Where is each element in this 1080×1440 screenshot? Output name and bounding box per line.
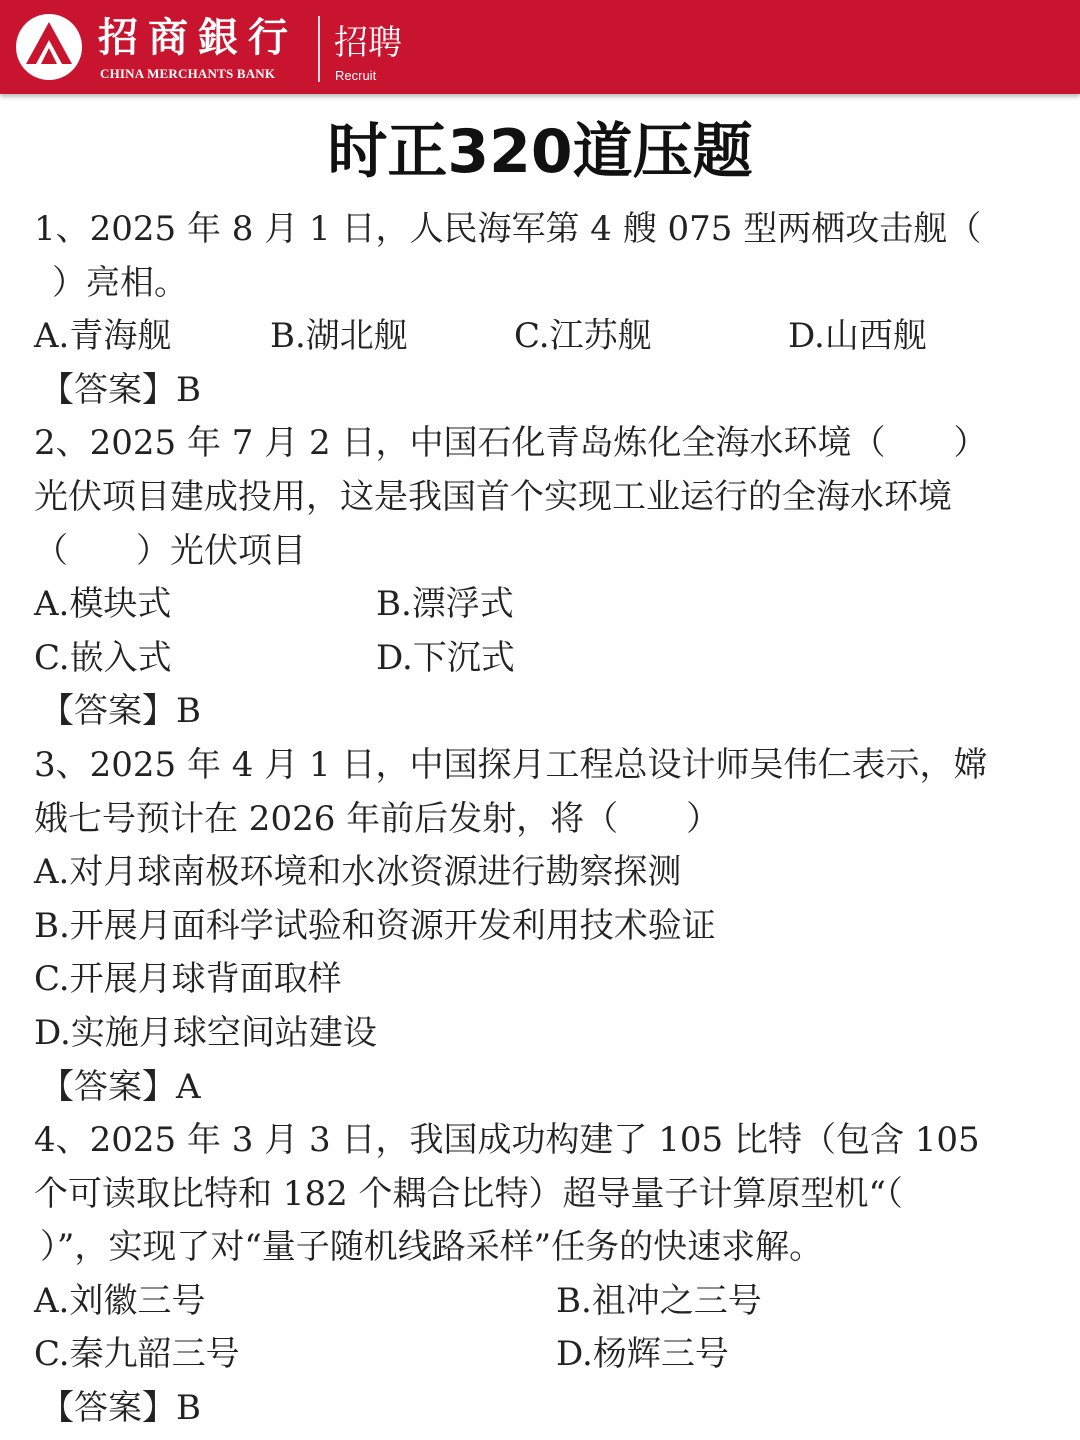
question-text-line: 娥七号预计在 2026 年前后发射，将（ ） [34, 798, 721, 839]
option-c: C.江苏舰 [514, 316, 652, 357]
option-d: D.山西舰 [788, 316, 927, 357]
answer: 【答案】B [40, 369, 201, 410]
option-d: D.下沉式 [376, 637, 515, 678]
header-bar [0, 0, 1080, 94]
question-1 [34, 203, 1048, 417]
option-b: B.祖冲之三号 [556, 1280, 762, 1321]
option-d: D.实施月球空间站建设 [34, 1012, 377, 1053]
question-text-line: 光伏项目建成投用，这是我国首个实现工业运行的全海水环境 [34, 476, 952, 517]
answer: 【答案】B [40, 1388, 201, 1429]
option-a: A.青海舰 [34, 316, 172, 357]
option-b: B.开展月面科学试验和资源开发利用技术验证 [34, 905, 716, 946]
question-text-line: 4、2025 年 3 月 3 日，我国成功构建了 105 比特（包含 105 [34, 1120, 980, 1161]
options-row [34, 632, 1048, 686]
question-text-line: 1、2025 年 8 月 1 日，人民海军第 4 艘 075 型两栖攻击舰（ [34, 209, 982, 249]
option-a: A.对月球南极环境和水冰资源进行勘察探测 [34, 852, 682, 893]
page-title: 时正320道压题 [327, 117, 753, 187]
option-b: B.湖北舰 [270, 316, 408, 357]
question-text-line: ）亮相。 [52, 262, 188, 303]
question-3 [34, 739, 1048, 1114]
options-row [34, 310, 1048, 364]
option-a: A.模块式 [34, 584, 172, 625]
option-d: D.杨辉三号 [556, 1334, 729, 1375]
section-label-cn: 招聘 [334, 23, 402, 63]
question-text-line: 2、2025 年 7 月 2 日，中国石化青岛炼化全海水环境（ ） [34, 423, 988, 464]
option-a: A.刘徽三号 [34, 1280, 206, 1321]
options-row [34, 578, 1048, 632]
option-c: C.秦九韶三号 [34, 1334, 240, 1375]
question-list [34, 203, 1048, 1436]
options-row [34, 1275, 1048, 1329]
options-row [34, 1328, 1048, 1382]
question-4 [34, 1114, 1048, 1436]
question-text-line: ）”，实现了对“量子随机线路采样”任务的快速求解。 [40, 1227, 824, 1268]
answer: 【答案】B [40, 691, 201, 732]
answer: 【答案】A [40, 1066, 201, 1107]
header-divider [318, 16, 320, 82]
option-b: B.漂浮式 [376, 584, 514, 625]
brand-name-cn: 招商銀行 [98, 15, 298, 61]
question-text-line: 个可读取比特和 182 个耦合比特）超导量子计算原型机“（ [34, 1173, 903, 1214]
option-c: C.开展月球背面取样 [34, 959, 342, 1000]
question-text-line: （ ）光伏项目 [34, 530, 306, 571]
option-c: C.嵌入式 [34, 637, 172, 678]
question-2 [34, 417, 1048, 739]
question-text-line: 3、2025 年 4 月 1 日，中国探月工程总设计师吴伟仁表示，嫦 [34, 744, 988, 785]
bank-logo-icon [14, 12, 84, 82]
brand-name-en: CHINA MERCHANTS BANK [100, 66, 276, 81]
section-label-en: Recruit [335, 68, 377, 83]
